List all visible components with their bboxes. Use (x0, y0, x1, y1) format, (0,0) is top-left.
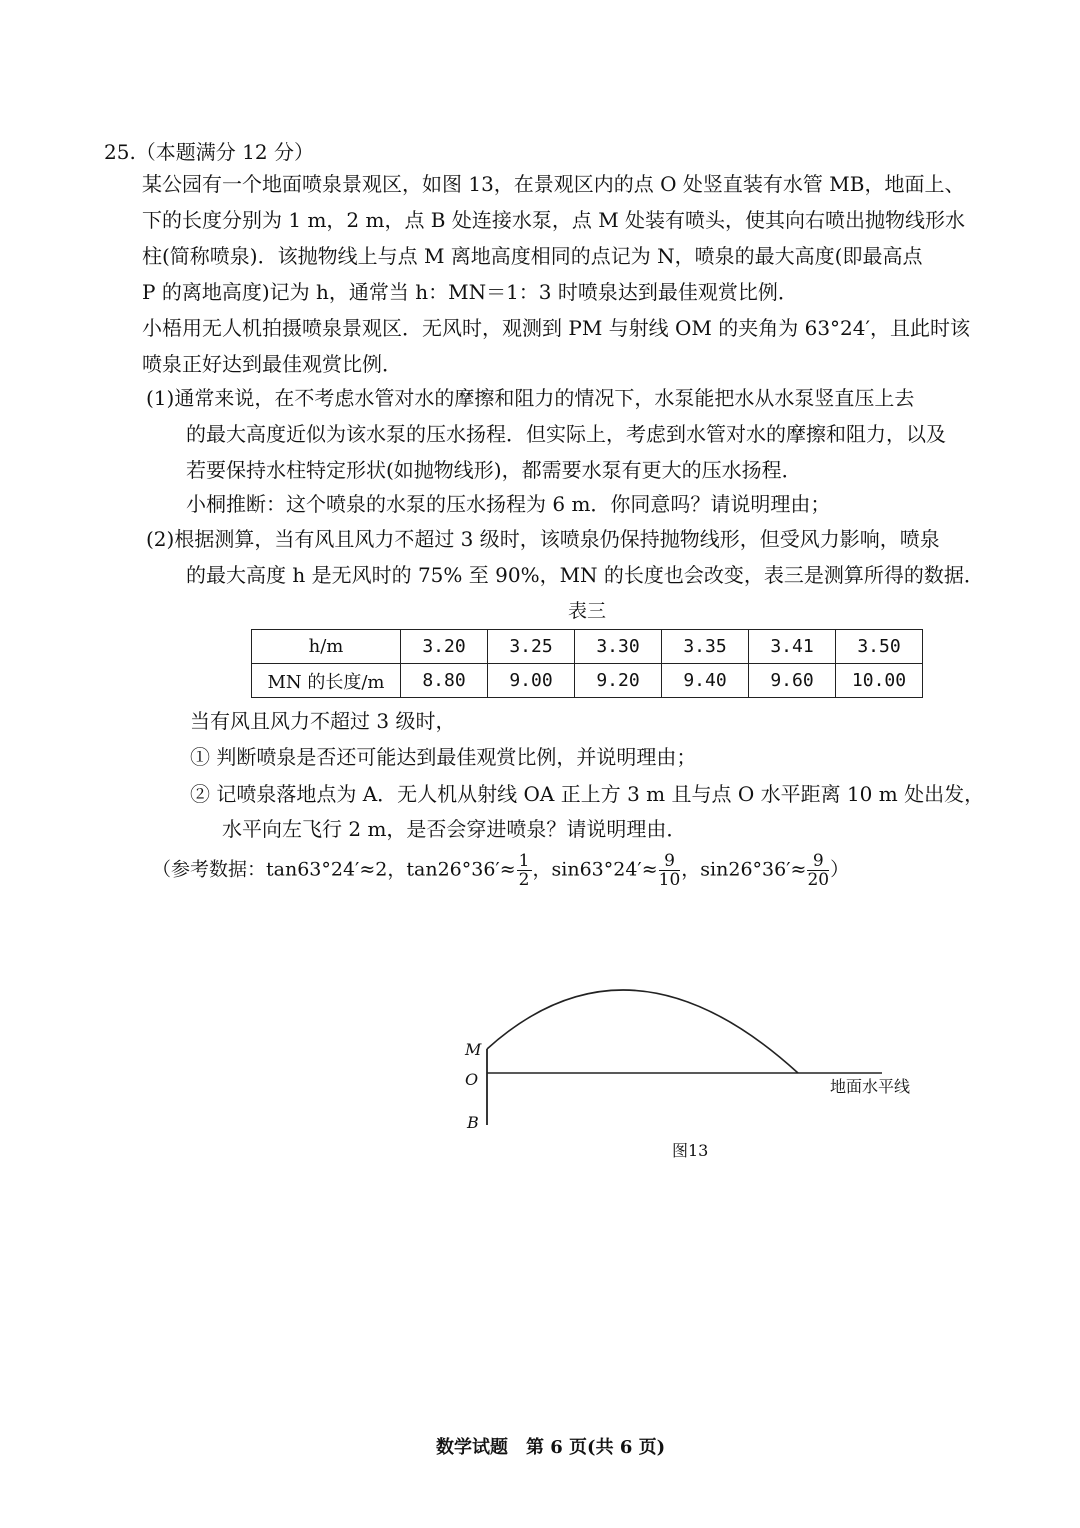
intro-line-6: 喷泉正好达到最佳观赏比例． (142, 352, 402, 376)
part1-line-3: 若要保持水柱特定形状(如抛物线形)，都需要水泵有更大的压水扬程． (186, 458, 802, 482)
table-cell: 8.80 (401, 664, 488, 698)
intro-line-1: 某公园有一个地面喷泉景观区，如图 13，在景观区内的点 O 处竖直装有水管 MB，地面上、 (142, 172, 965, 196)
table-row-h (252, 630, 923, 664)
table-row-mn (252, 664, 923, 698)
data-table (251, 629, 923, 698)
label-m: M (465, 1040, 482, 1059)
table-header-mn: MN 的长度/m (252, 664, 401, 698)
part2-cont-line-1: 当有风且风力不超过 3 级时， (190, 709, 456, 733)
fraction-nine-twentieths: $\frac{9}{20}$ (807, 851, 830, 890)
intro-line-4: P 的离地高度)记为 h，通常当 h：MN＝1：3 时喷泉达到最佳观赏比例． (142, 280, 798, 304)
reference-data (152, 852, 849, 889)
table-cell: 10.00 (836, 664, 923, 698)
table-cell: 9.00 (488, 664, 575, 698)
table-cell: 3.50 (836, 630, 923, 664)
page-footer: 数学试题 第 6 页(共 6 页) (436, 1437, 666, 1458)
reference-suffix: ） (830, 858, 850, 881)
intro-line-5: 小梧用无人机拍摄喷泉景观区．无风时，观测到 PM 与射线 OM 的夹角为 63°24′，且此时该 (142, 316, 971, 340)
figure-caption: 图13 (672, 1141, 709, 1160)
problem-header: 25.（本题满分 12 分） (104, 140, 314, 164)
reference-prefix: （参考数据：tan63°24′≈2，tan26°36′≈ (152, 858, 516, 881)
part2-line-1: (2)根据测算，当有风且风力不超过 3 级时，该喷泉仍保持抛物线形，但受风力影响，喷泉 (146, 527, 940, 551)
table-title: 表三 (568, 600, 607, 622)
table-cell: 9.20 (575, 664, 662, 698)
table-cell: 9.60 (749, 664, 836, 698)
label-o: O (465, 1070, 479, 1089)
fountain-parabola (487, 990, 798, 1073)
table-header-h: h/m (252, 630, 401, 664)
table-cell: 3.25 (488, 630, 575, 664)
label-b: B (467, 1113, 479, 1132)
fraction-nine-tenths: $\frac{9}{10}$ (658, 851, 681, 890)
table-cell: 3.41 (749, 630, 836, 664)
part2-cont-line-4: 水平向左飞行 2 m，是否会穿进喷泉？请说明理由． (222, 817, 687, 841)
fraction-one-half: $\frac{1}{2}$ (518, 851, 530, 890)
table-cell: 3.20 (401, 630, 488, 664)
intro-line-3: 柱(简称喷泉)．该抛物线上与点 M 离地高度相同的点记为 N，喷泉的最大高度(即最高点 (142, 244, 923, 268)
part2-cont-line-3: ② 记喷泉落地点为 A．无人机从射线 OA 正上方 3 m 且与点 O 水平距离 10 m 处出发， (190, 782, 985, 806)
ground-line-label: 地面水平线 (830, 1077, 911, 1096)
part1-line-1: (1)通常来说，在不考虑水管对水的摩擦和阻力的情况下，水泵能把水从水泵竖直压上去 (146, 386, 915, 410)
fountain-diagram (440, 975, 890, 1145)
table-cell: 3.30 (575, 630, 662, 664)
part1-line-2: 的最大高度近似为该水泵的压水扬程．但实际上，考虑到水管对水的摩擦和阻力，以及 (186, 422, 946, 446)
reference-mid2: ，sin26°36′≈ (681, 858, 807, 881)
reference-mid1: ，sin63°24′≈ (532, 858, 658, 881)
part2-line-2: 的最大高度 h 是无风时的 75% 至 90%，MN 的长度也会改变，表三是测算所得的数据． (186, 563, 984, 587)
intro-line-2: 下的长度分别为 1 m，2 m，点 B 处连接水泵，点 M 处装有喷头，使其向右喷出抛物线形水 (142, 208, 966, 232)
table-cell: 3.35 (662, 630, 749, 664)
part1-line-4: 小桐推断：这个喷泉的水泵的压水扬程为 6 m．你同意吗？请说明理由； (186, 492, 831, 516)
part2-cont-line-2: ① 判断喷泉是否还可能达到最佳观赏比例，并说明理由； (190, 745, 697, 769)
table-cell: 9.40 (662, 664, 749, 698)
